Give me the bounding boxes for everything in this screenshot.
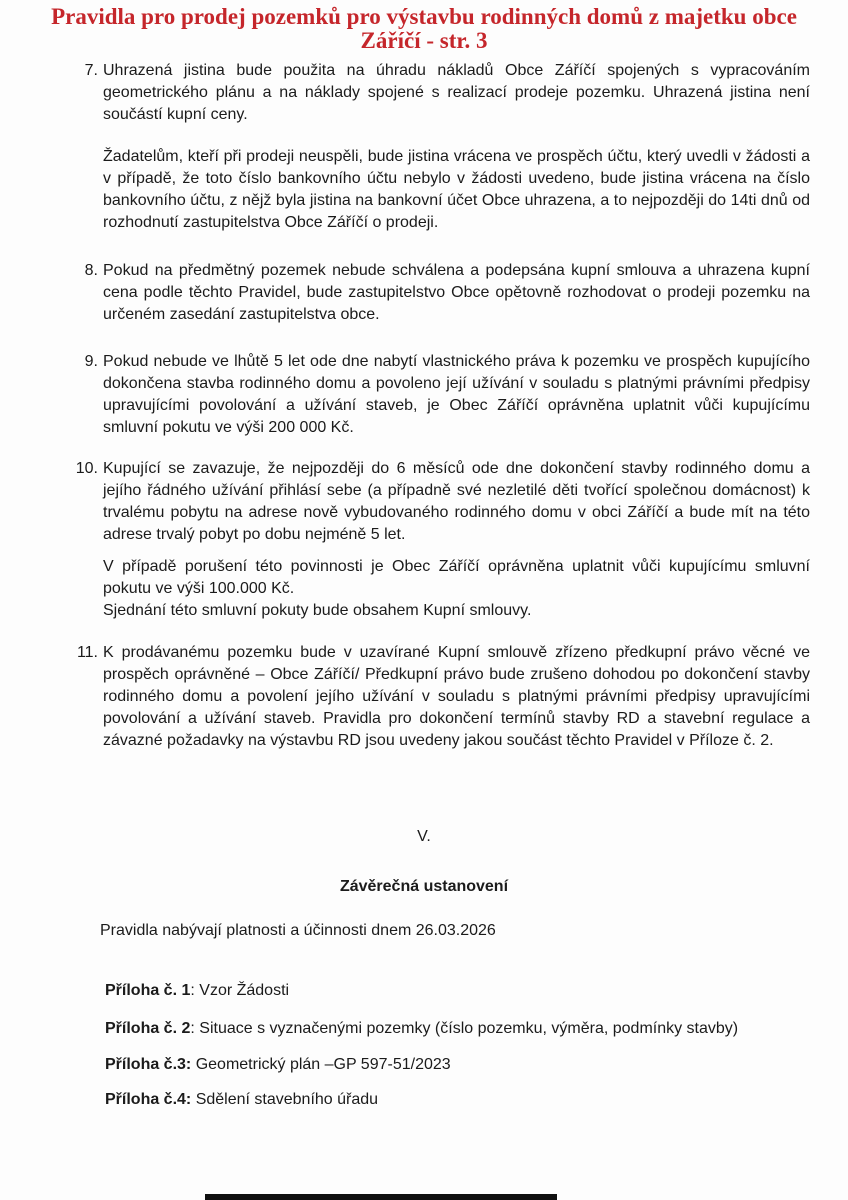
section-numeral: V. [417, 828, 431, 845]
list-item-9-number: 9. [84, 353, 98, 370]
scan-artifact-bar [205, 1194, 557, 1200]
list-item-11-number: 11. [76, 644, 98, 661]
attachment-1 [98, 980, 788, 1002]
attachment-4-label: Příloha č.4: [105, 1091, 192, 1108]
list-item-9-paragraph-1: Pokud nebude ve lhůtě 5 let ode dne nabytí vlastnického práva k pozemku ve prospěch kupujícího dokončena stavba rodinného domu a povoleno její užívání v souladu s platnými právními předpisy upravujícími povolování a užívání staveb, je Obec Záříčí oprávněna uplatnit vůči kupujícímu smluvní pokutu ve výši 200 000 Kč. [103, 353, 810, 436]
closing-heading: Závěrečná ustanovení [339, 878, 509, 895]
document-title-line1: Pravidla pro prodej pozemků pro výstavbu rodinných domů z majetku obce [51, 4, 797, 29]
list-item-8-number: 8. [84, 262, 98, 279]
attachment-2-text: : Situace s vyznačenými pozemky (číslo pozemku, výměra, podmínky stavby) [190, 1020, 739, 1037]
attachment-1-text: : Vzor Žádosti [190, 982, 290, 999]
list-item-7-number: 7. [84, 62, 98, 79]
list-item-7-paragraph-1: Uhrazená jistina bude použita na úhradu nákladů Obce Záříčí spojených s vypracováním geometrického plánu a na náklady spojené s realizací prodeje pozemku. Uhrazená jistina není součástí kupní ceny. [103, 62, 810, 123]
list-item-7-paragraph-2: Žadatelům, kteří při prodeji neuspěli, bude jistina vrácena ve prospěch účtu, který uvedli v žádosti a v případě, že toto číslo bankovního účtu nebylo v žádosti uvedeno, bude jistina vrácena na číslo bankovního účtu, z nějž byla jistina na bankovní účet Obce uhrazena, a to nejpozději do 14ti dnů od rozhodnutí zastupitelstva Obce Záříčí o prodeji. [103, 148, 810, 231]
list-item-8-paragraph-1: Pokud na předmětný pozemek nebude schválena a podepsána kupní smlouva a uhrazena kupní cena podle těchto Pravidel, bude zastupitelstvo Obce opětovně rozhodovat o prodeji pozemku na určeném zasedání zastupitelstva obce. [103, 262, 810, 323]
attachment-3 [98, 1054, 788, 1076]
attachment-1-label: Příloha č. 1 [105, 982, 191, 999]
attachment-4 [98, 1089, 788, 1111]
list-item-10-number: 10. [75, 460, 98, 477]
list-item-10-paragraph-1: Kupující se zavazuje, že nejpozději do 6 měsíců ode dne dokončení stavby rodinného domu a jejího řádného užívání přihlásí sebe (a případně své nezletilé děti tvořící společnou domácnost) k trvalému pobytu na adrese nově vybudovaného rodinného domu v obci Záříčí a bude mít na této adrese trvalý pobyt po dobu nejméně 5 let. [103, 460, 810, 543]
list-item-10 [75, 458, 810, 622]
list-item-8 [84, 260, 810, 326]
attachment-2 [98, 1018, 788, 1040]
effective-date-line: Pravidla nabývají platnosti a účinnosti dnem 26.03.2026 [100, 922, 496, 939]
attachment-2-label: Příloha č. 2 [105, 1020, 191, 1037]
attachment-3-text: Geometrický plán –GP 597-51/2023 [191, 1056, 451, 1073]
list-item-11-paragraph-1: K prodávanému pozemku bude v uzavírané Kupní smlouvě zřízeno předkupní právo věcné ve prospěch oprávněné – Obce Záříčí/ Předkupní právo bude zrušeno dohodou po dokončení stavby rodinného domu a povolení jejího užívání v souladu s platnými právními předpisy upravujícími povolování a užívání staveb. Pravidla pro dokončení termínů stavby RD a stavební regulace a závazné požadavky na výstavbu RD jsou uvedeny jakou součást těchto Pravidel v Příloze č. 2. [103, 644, 810, 749]
document-title-line2: Záříčí - str. 3 [360, 28, 488, 53]
list-item-7 [84, 60, 810, 234]
list-item-9 [84, 351, 810, 439]
document-title [0, 0, 848, 53]
list-item-10-paragraph-3: Sjednání této smluvní pokuty bude obsahem Kupní smlouvy. [103, 602, 532, 619]
attachment-3-label: Příloha č.3: [105, 1056, 192, 1073]
attachment-4-text: Sdělení stavebního úřadu [191, 1091, 379, 1108]
list-item-11 [76, 642, 810, 752]
list-item-10-paragraph-2: V případě porušení této povinnosti je Obec Záříčí oprávněna uplatnit vůči kupujícímu smluvní pokutu ve výši 100.000 Kč. [103, 558, 810, 597]
